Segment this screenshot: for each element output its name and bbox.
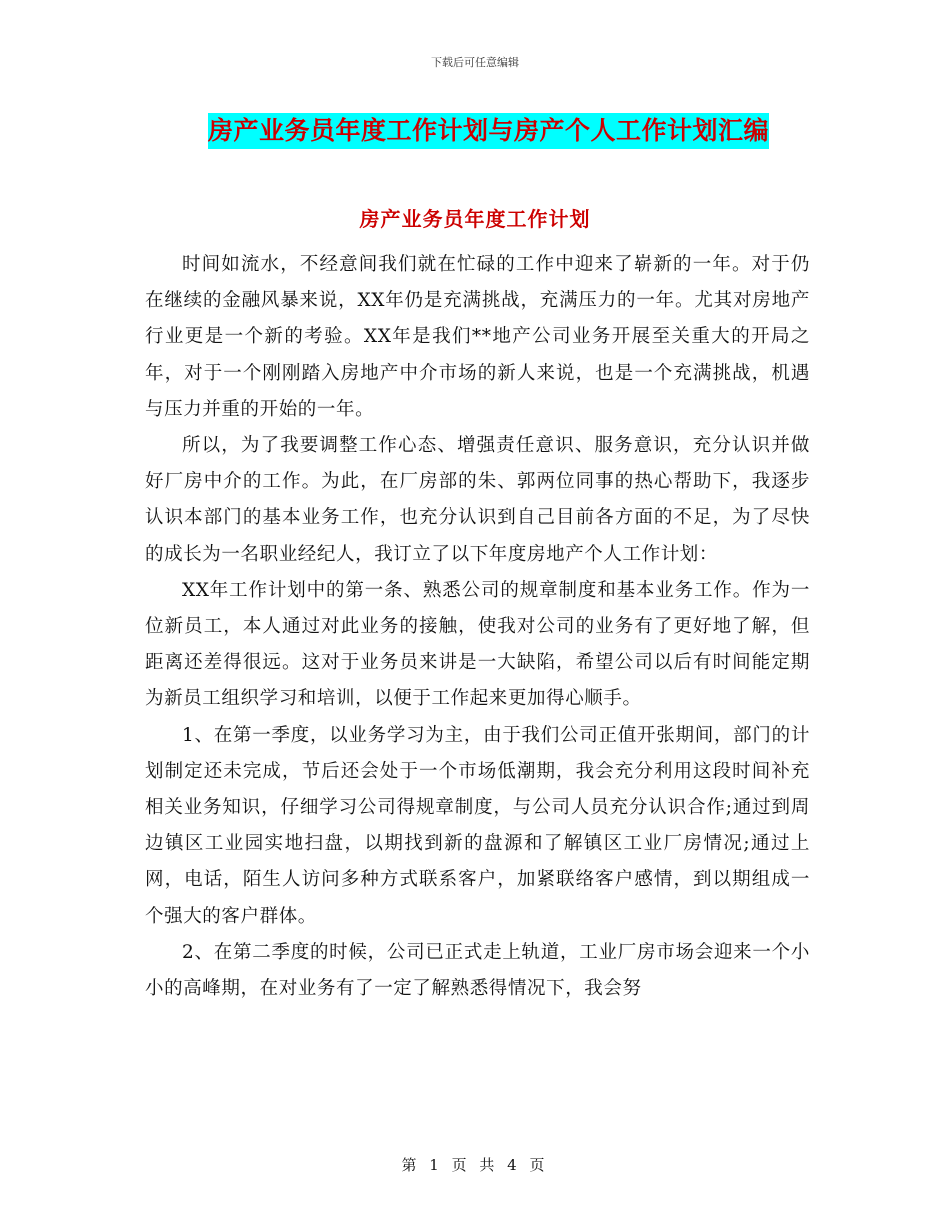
document-body — [145, 247, 810, 1007]
total-page-count: 4 — [507, 1156, 521, 1174]
section-title: 房产业务员年度工作计划 — [359, 207, 591, 231]
paragraph: 所以，为了我要调整工作心态、增强责任意识、服务意识，充分认识并做好厂房中介的工作。为此，在厂房部的朱、郭两位同事的热心帮助下，我逐步认识本部门的基本业务工作，也充分认识到自己目前各方面的不足，为了尽快的成长为一名职业经纪人，我订立了以下年度房地产个人工作计划： — [145, 435, 810, 565]
paragraph: 2、在第二季度的时候，公司已正式走上轨道，工业厂房市场会迎来一个小小的高峰期，在对业务有了一定了解熟悉得情况下，我会努 — [145, 941, 810, 1000]
footer-mid: 页 共 — [451, 1156, 499, 1174]
paragraph: XX年工作计划中的第一条、熟悉公司的规章制度和基本业务工作。作为一位新员工，本人通过对此业务的接触，使我对公司的业务有了更好地了解，但距离还差得很远。这对于业务员来讲是一大缺陷，希望公司以后有时间能定期为新员工组织学习和培训，以便于工作起来更加得心顺手。 — [145, 579, 810, 710]
paragraph: 1、在第一季度，以业务学习为主，由于我们公司正值开张期间，部门的计划制定还未完成，节后还会处于一个市场低潮期，我会充分利用这段时间补充相关业务知识，仔细学习公司得规章制度，与公司人员充分认识合作;通过到周边镇区工业园实地扫盘，以期找到新的盘源和了解镇区工业厂房情况;通过上网，电话，陌生人访问多种方式联系客户，加紧联络客户感情，到以期组成一个强大的客户群体。 — [145, 724, 810, 927]
document-title: 房产业务员年度工作计划与房产个人工作计划汇编 — [208, 113, 769, 149]
page-footer — [0, 1154, 950, 1175]
header-note: 下载后可任意编辑 — [431, 56, 519, 69]
current-page-number: 1 — [429, 1156, 443, 1174]
footer-suffix: 页 — [529, 1156, 549, 1174]
footer-prefix: 第 — [401, 1156, 421, 1174]
paragraph: 时间如流水，不经意间我们就在忙碌的工作中迎来了崭新的一年。对于仍在继续的金融风暴来说，XX年仍是充满挑战，充满压力的一年。尤其对房地产行业更是一个新的考验。XX年是我们**地产公司业务开展至关重大的开局之年，对于一个刚刚踏入房地产中介市场的新人来说，也是一个充满挑战，机遇与压力并重的开始的一年。 — [145, 254, 810, 420]
